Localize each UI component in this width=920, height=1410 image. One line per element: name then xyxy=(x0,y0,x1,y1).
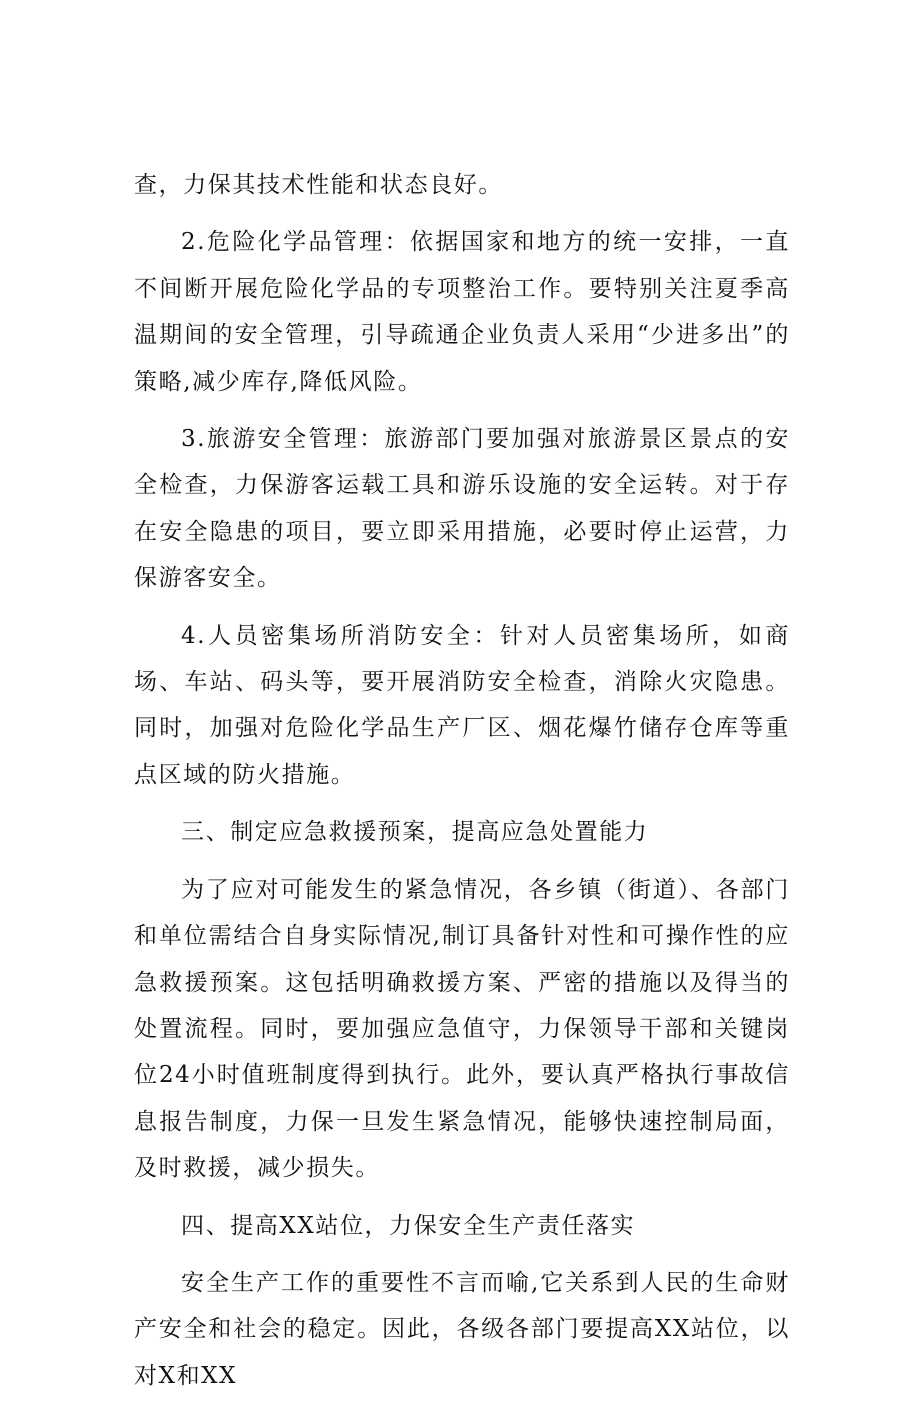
document-body xyxy=(134,162,790,1410)
section-heading-emergency-plan: 三、制定应急救援预案，提高应急处置能力 xyxy=(181,819,649,846)
paragraph-fire-safety: 4.人员密集场所消防安全：针对人员密集场所，如商场、车站、码头等，要开展消防安全检查，消除火灾隐患。同时，加强对危险化学品生产厂区、烟花爆竹储存仓库等重点区域的防火措施。 xyxy=(134,622,790,788)
section-heading-responsibility: 四、提高XX站位，力保安全生产责任落实 xyxy=(181,1212,636,1239)
paragraph-hazardous-chemicals: 2.危险化学品管理：依据国家和地方的统一安排，一直不间断开展危险化学品的专项整治工作。要特别关注夏季高温期间的安全管理，引导疏通企业负责人采用“少进多出”的策略,减少库存,降低风险。 xyxy=(134,229,790,395)
paragraph-responsibility: 安全生产工作的重要性不言而喻,它关系到人民的生命财产安全和社会的稳定。因此，各级各部门要提高XX站位，以对X和XX xyxy=(134,1269,790,1389)
paragraph-tourism-safety: 3.旅游安全管理：旅游部门要加强对旅游景区景点的安全检查，力保游客运载工具和游乐设施的安全运转。对于存在安全隐患的项目，要立即采用措施，必要时停止运营，力保游客安全。 xyxy=(134,426,790,592)
paragraph-continuation: 查，力保其技术性能和状态良好。 xyxy=(134,172,503,198)
paragraph-emergency-plan: 为了应对可能发生的紧急情况，各乡镇（街道）、各部门和单位需结合自身实际情况,制订具备针对性和可操作性的应急救援预案。这包括明确救援方案、严密的措施以及得当的处置流程。同时，要加强应急值守，力保领导干部和关键岗位24小时值班制度得到执行。此外，要认真严格执行事故信息报告制度，力保一旦发生紧急情况，能够快速控制局面，及时救援，减少损失。 xyxy=(134,876,790,1182)
